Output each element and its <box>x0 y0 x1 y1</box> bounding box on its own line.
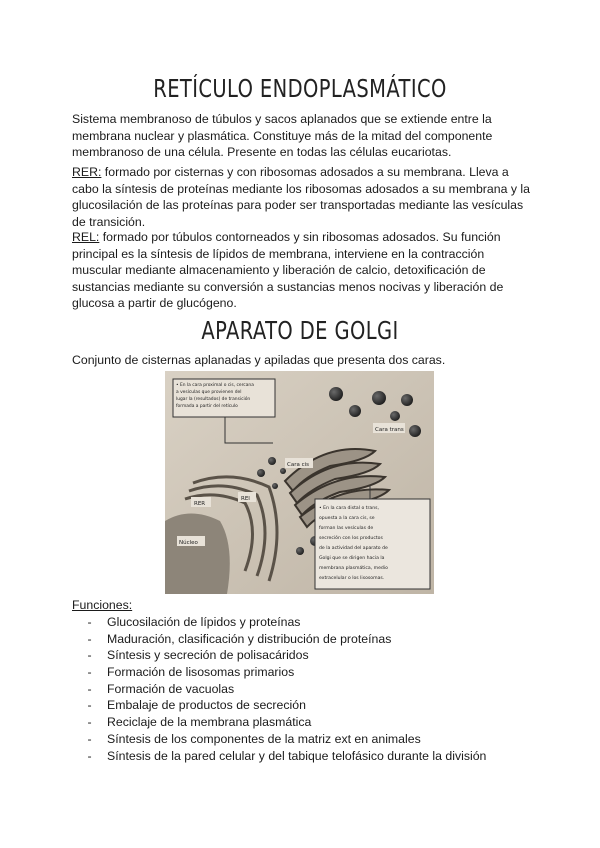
note-bottom-line-6: Golgi que se dirigen hacia la <box>319 556 385 561</box>
list-item: - Maduración, clasificación y distribución de proteínas <box>87 631 392 646</box>
note-top-line-3: lugar la (resultados) de transición <box>176 397 251 402</box>
label-cara-cis: Cara cis <box>287 462 310 468</box>
note-top-line-1: • En la cara proximal o cis, cercana <box>176 383 254 388</box>
functions-title: Funciones: <box>72 598 133 612</box>
note-bottom-line-1: • En la cara distal o trans, <box>319 506 379 511</box>
list-item: - Embalaje de productos de secreción <box>87 698 306 713</box>
rer-text: formado por cisternas y con ribosomas adosados a su membrana. Lleva a cabo la síntesis de proteínas mediante los ribosomas adosados a su membrana y la glucosilación de las proteínas para poder ser transportadas mediante las vesículas de transición. <box>72 165 530 229</box>
label-nucleo: Núcleo <box>179 540 198 546</box>
note-top-line-4: formada a partir del retículo <box>176 404 238 409</box>
functions-list <box>72 614 486 764</box>
list-item: - Síntesis y secreción de polisacáridos <box>87 648 309 663</box>
note-bottom-line-3: forman las vesículas de <box>319 526 374 531</box>
label-rer: RER <box>194 501 206 507</box>
list-item: - Síntesis de los componentes de la matriz ext en animales <box>87 731 421 746</box>
rel-paragraph <box>72 229 532 312</box>
section-title-reticulo: RETÍCULO ENDOPLASMÁTICO <box>153 74 447 103</box>
note-bottom-line-4: secreción con los productos <box>319 536 383 541</box>
section-title-golgi: APARATO DE GOLGI <box>201 316 399 345</box>
note-bottom-line-2: opuesta a la cara cis, se <box>319 516 375 521</box>
rel-label: REL: <box>72 230 100 244</box>
rer-label: RER: <box>72 165 102 179</box>
golgi-diagram <box>165 371 434 594</box>
nucleus-shape <box>165 514 230 595</box>
note-top-line-2: a vesículas que provienen del <box>176 390 242 395</box>
note-bottom-line-7: membrana plasmática, medio <box>319 566 388 571</box>
golgi-intro: Conjunto de cisternas aplanadas y apiladas que presenta dos caras. <box>72 353 446 367</box>
list-item: - Síntesis de la pared celular y del tabique telofásico durante la división <box>87 748 487 763</box>
reticulo-intro: Sistema membranoso de túbulos y sacos aplanados que se extiende entre la membrana nuclear y plasmática. Constituye más de la mitad del componente membranoso de una célula. Presente en todas las células eucariotas. <box>72 112 493 160</box>
note-bottom-line-5: de la actividad del aparato de <box>319 546 388 551</box>
label-rei: REI <box>241 496 250 502</box>
list-item: - Reciclaje de la membrana plasmática <box>87 715 312 730</box>
list-item: - Formación de lisosomas primarios <box>87 665 295 680</box>
rer-paragraph <box>72 164 532 230</box>
golgi-diagram-figure <box>165 371 434 594</box>
list-item: - Glucosilación de lípidos y proteínas <box>87 615 301 629</box>
list-item: - Formación de vacuolas <box>87 681 235 696</box>
rel-text: formado por túbulos contorneados y sin ribosomas adosados. Su función principal es la síntesis de lípidos de membrana, interviene en la contracción muscular mediante almacenamiento y liberación de calcio, detoxificación de sustancias mediante su conversión a sustancias menos nocivas y liberación de glucosa a partir de glucógeno. <box>72 230 504 311</box>
note-bottom-line-8: extracelular o los lisosomas. <box>319 576 385 581</box>
label-cara-trans: Cara trans <box>375 427 404 433</box>
